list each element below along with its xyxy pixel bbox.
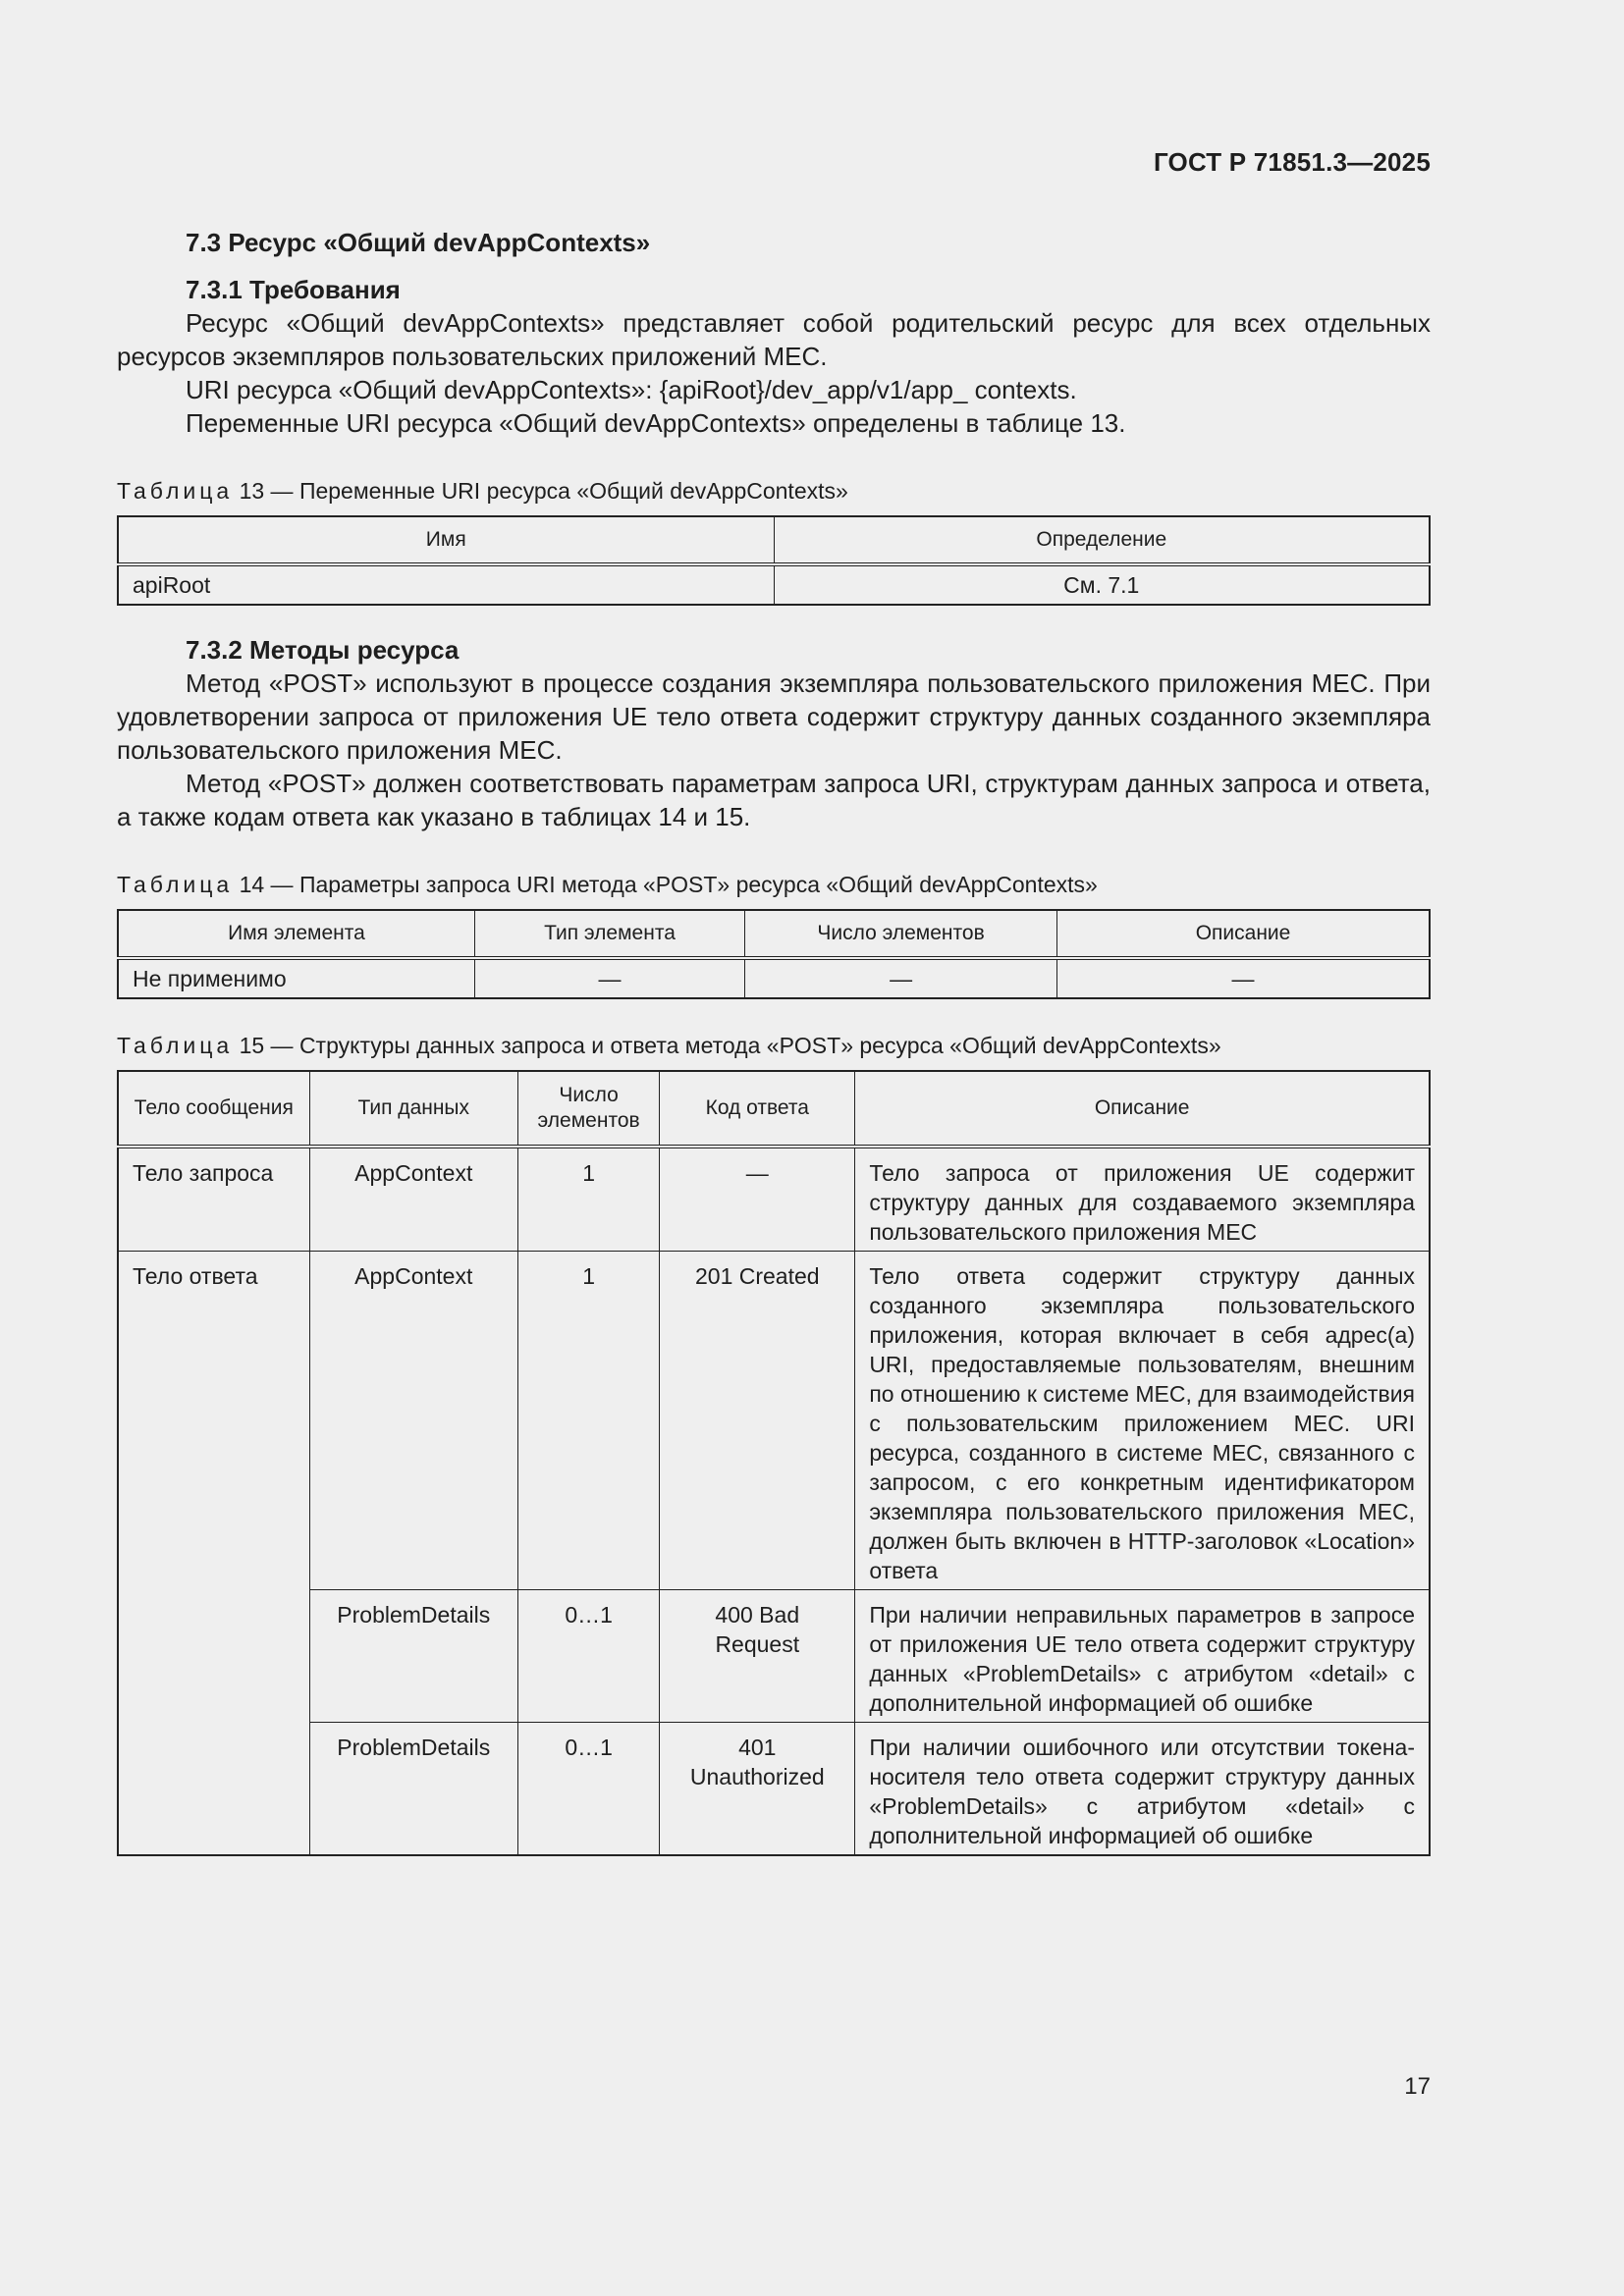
table15-cell: При наличии ошибочного или отсутствии токена-носителя тело ответа содержит структуру данных «ProblemDetails» с атрибутом «detail» с дополнительной информацией об ошибке <box>855 1723 1430 1856</box>
methods-paragraph-1: Метод «POST» используют в процессе создания экземпляра пользовательского приложения МЕС. При удовлетворении запроса от приложения UE тело ответа содержит структуру данных созданного экземпляра пользовательского приложения МЕС. <box>117 668 1431 765</box>
table14-cell: — <box>745 958 1057 998</box>
table-row <box>118 958 1430 998</box>
table15-cell: Тело запроса от приложения UE содержит структуру данных для создаваемого экземпляра пользовательского приложения МЕС <box>855 1147 1430 1252</box>
page-number: 17 <box>1404 2073 1431 2100</box>
table13-caption <box>117 476 1431 506</box>
table-row <box>118 564 1430 605</box>
table-row <box>118 1147 1430 1252</box>
subsection-methods-title: 7.3.2 Методы ресурса <box>186 635 460 665</box>
table15-cell: ProblemDetails <box>309 1723 517 1856</box>
table15-caption-label: Таблица <box>117 1033 234 1058</box>
table14-cell: — <box>474 958 744 998</box>
subsection-requirements-title: 7.3.1 Требования <box>186 275 401 304</box>
table14-cell: Не применимо <box>118 958 474 998</box>
table15-cell: — <box>660 1147 855 1252</box>
table13-cell: apiRoot <box>118 564 774 605</box>
table15-cell: 1 <box>517 1147 659 1252</box>
document-standard-header: ГОСТ Р 71851.3—2025 <box>1153 147 1431 177</box>
table13-header-definition: Определение <box>774 516 1430 564</box>
table14-header-description: Описание <box>1057 910 1430 958</box>
table15-header-message-body: Тело сообщения <box>118 1071 309 1147</box>
table14-caption <box>117 870 1431 899</box>
table15-header-data-type: Тип данных <box>309 1071 517 1147</box>
table-14 <box>117 909 1431 999</box>
table14-caption-text: 14 — Параметры запроса URI метода «POST» ресурса «Общий devAppContexts» <box>233 872 1098 897</box>
table13-caption-text: 13 — Переменные URI ресурса «Общий devAppContexts» <box>233 478 848 504</box>
table15-cell: 0…1 <box>517 1590 659 1723</box>
table15-header-description: Описание <box>855 1071 1430 1147</box>
table15-caption <box>117 1031 1431 1060</box>
table15-header-response-code: Код ответа <box>660 1071 855 1147</box>
table14-header-element-count: Число элементов <box>745 910 1057 958</box>
table15-cell: 0…1 <box>517 1723 659 1856</box>
table14-cell: — <box>1057 958 1430 998</box>
table-row <box>118 1723 1430 1856</box>
table15-cell: AppContext <box>309 1252 517 1590</box>
table13-caption-label: Таблица <box>117 478 234 504</box>
table-13 <box>117 515 1431 606</box>
table-15 <box>117 1070 1431 1856</box>
requirements-paragraph-2: URI ресурса «Общий devAppContexts»: {apiRoot}/dev_app/v1/app_ contexts. <box>186 375 1077 404</box>
table15-cell: Тело ответа содержит структуру данных созданного экземпляра пользовательского приложения, которая включает в себя адрес(а) URI, предоставляемые пользователям, внешним по отношению к системе МЕС, для взаимодействия с пользовательским приложением МЕС. URI ресурса, созданного в системе МЕС, связанного с запросом, с его конкретным идентификатором экземпляра пользовательского приложения МЕС, должен быть включен в HTTP-заголовок «Location» ответа <box>855 1252 1430 1590</box>
table15-cell: 201 Created <box>660 1252 855 1590</box>
table15-caption-text: 15 — Структуры данных запроса и ответа метода «POST» ресурса «Общий devAppContexts» <box>233 1033 1221 1058</box>
table15-cell: 400 Bad Request <box>660 1590 855 1723</box>
table13-cell: См. 7.1 <box>774 564 1430 605</box>
table15-cell: AppContext <box>309 1147 517 1252</box>
table14-header-element-name: Имя элемента <box>118 910 474 958</box>
table15-cell: Тело ответа <box>118 1252 309 1856</box>
table-row <box>118 1590 1430 1723</box>
requirements-paragraph-3: Переменные URI ресурса «Общий devAppContexts» определены в таблице 13. <box>186 408 1126 438</box>
table15-cell: 1 <box>517 1252 659 1590</box>
table15-cell: Тело запроса <box>118 1147 309 1252</box>
section-title: 7.3 Ресурс «Общий devAppContexts» <box>186 228 651 257</box>
table15-cell: ProblemDetails <box>309 1590 517 1723</box>
table15-header-element-count: Число элементов <box>517 1071 659 1147</box>
methods-paragraph-2: Метод «POST» должен соответствовать параметрам запроса URI, структурам данных запроса и ответа, а также кодам ответа как указано в таблицах 14 и 15. <box>117 769 1431 831</box>
table13-header-name: Имя <box>118 516 774 564</box>
table15-cell: При наличии неправильных параметров в запросе от приложения UE тело ответа содержит структуру данных «ProblemDetails» с атрибутом «detail» с дополнительной информацией об ошибке <box>855 1590 1430 1723</box>
table-row <box>118 1252 1430 1590</box>
table14-header-element-type: Тип элемента <box>474 910 744 958</box>
table15-cell: 401 Unauthorized <box>660 1723 855 1856</box>
page-content <box>117 222 1431 1856</box>
requirements-paragraph-1: Ресурс «Общий devAppContexts» представляет собой родительский ресурс для всех отдельных ресурсов экземпляров пользовательских приложений МЕС. <box>117 308 1431 371</box>
table14-caption-label: Таблица <box>117 872 234 897</box>
